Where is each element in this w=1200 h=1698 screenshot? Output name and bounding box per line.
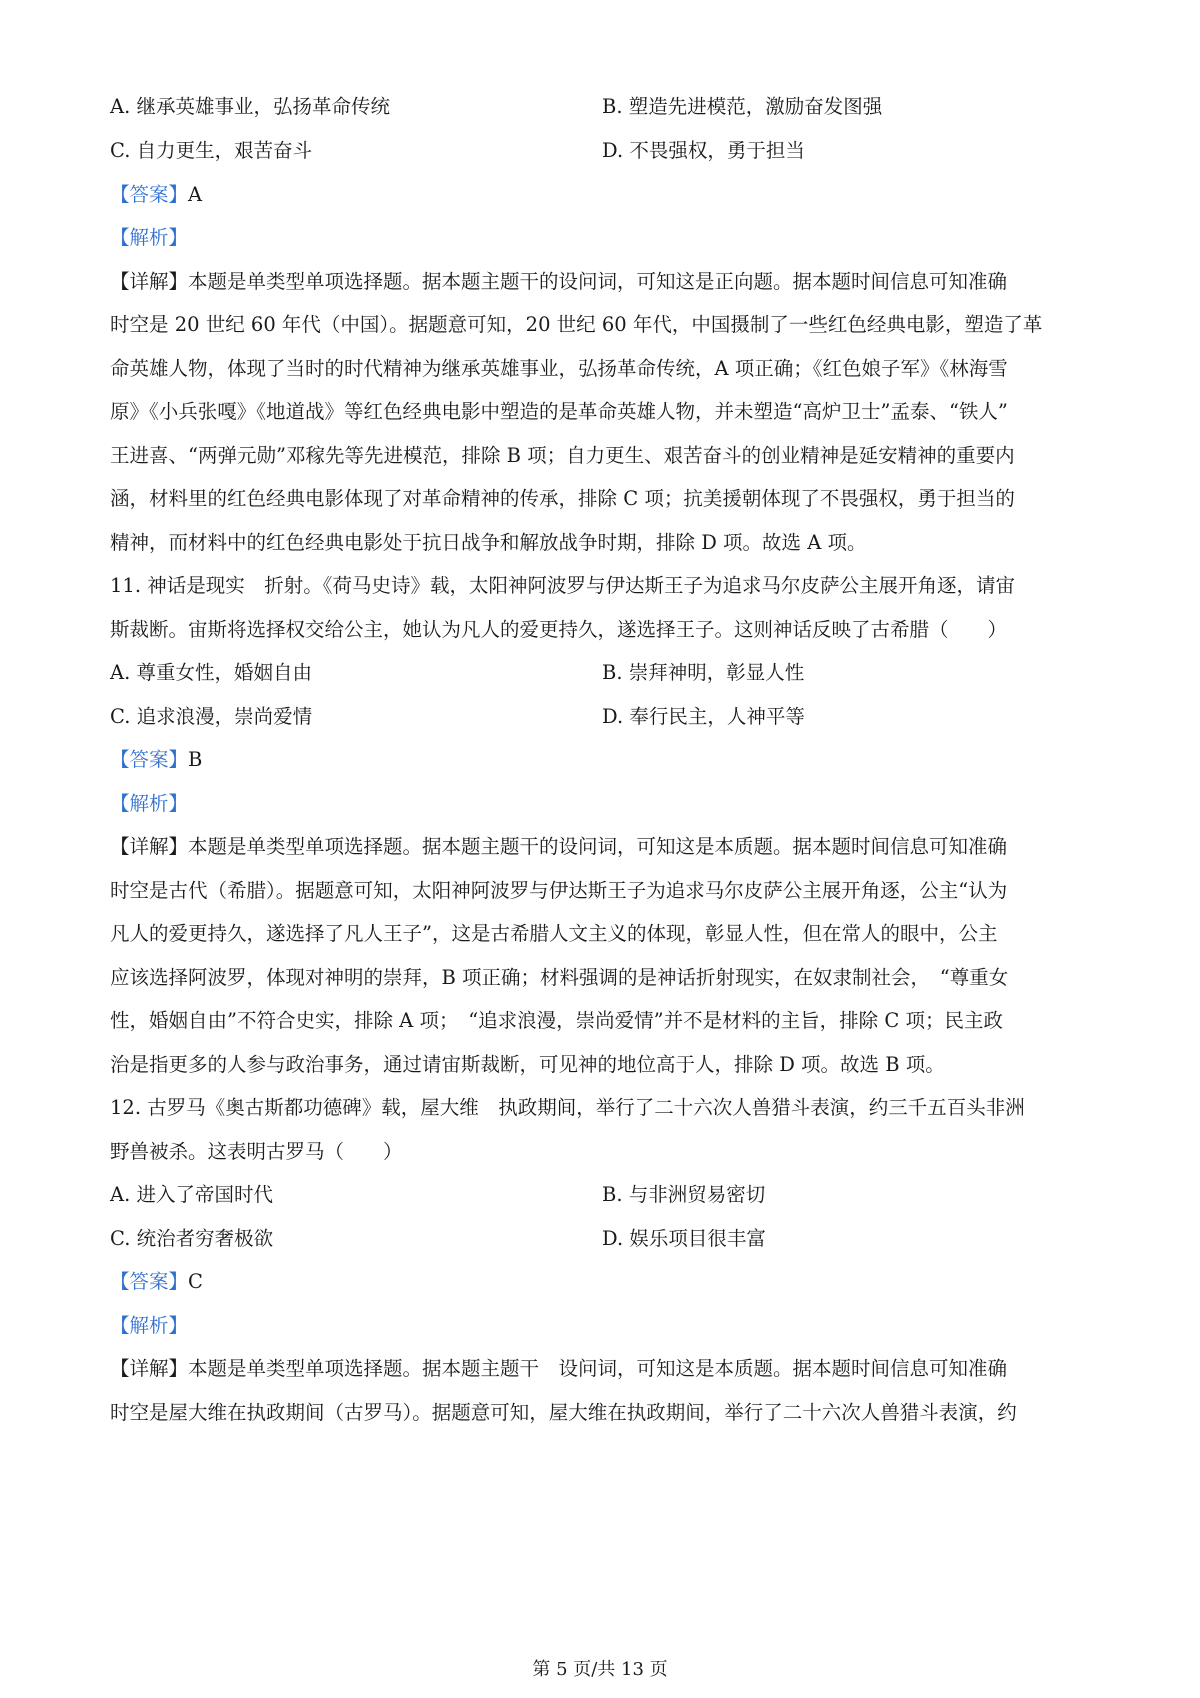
q10-detail-line: 命英雄人物，体现了当时的时代精神为继承英雄事业，弘扬革命传统，A 项正确；《红色娘子军》《林海雪 — [110, 357, 1008, 380]
q10-detail-line: 王进喜、“两弹元勋”邓稼先等先进模范，排除 B 项；自力更生、艰苦奋斗的创业精神是延安精神的重要内 — [110, 444, 1015, 467]
q12-option-d: D. 娱乐项目很丰富 — [602, 1227, 766, 1250]
q11-detail-line: 治是指更多的人参与政治事务，通过请宙斯裁断，可见神的地位高于人，排除 D 项。故选 B 项。 — [110, 1053, 945, 1076]
q10-option-d: D. 不畏强权，勇于担当 — [602, 139, 805, 162]
q10-detail-line: 【详解】本题是单类型单项选择题。据本题主题干的设问词，可知这是正向题。据本题时间信息可知准确 — [110, 270, 1008, 293]
answer-tag: 【答案】 — [110, 183, 189, 206]
q12-analysis-tag: 【解析】 — [110, 1314, 189, 1337]
q12-stem-line: 12. 古罗马《奥古斯都功德碑》载，屋大维 执政期间，举行了二十六次人兽猎斗表演，约三千五百头非洲 — [110, 1096, 1025, 1119]
q12-detail-line: 【详解】本题是单类型单项选择题。据本题主题干 设问词，可知这是本质题。据本题时间信息可知准确 — [110, 1357, 1008, 1380]
q12-stem-line: 野兽被杀。这表明古罗马（ ） — [110, 1140, 403, 1163]
q11-option-b: B. 崇拜神明，彰显人性 — [602, 661, 805, 684]
q10-detail-line: 原》《小兵张嘎》《地道战》等红色经典电影中塑造的是革命英雄人物，并未塑造“高炉卫士”孟泰、“铁人” — [110, 400, 1008, 423]
q12-answer — [110, 1268, 203, 1296]
q11-detail-line: 【详解】本题是单类型单项选择题。据本题主题干的设问词，可知这是本质题。据本题时间信息可知准确 — [110, 835, 1008, 858]
q10-option-b: B. 塑造先进模范，激励奋发图强 — [602, 95, 883, 118]
q11-stem-line: 11. 神话是现实 折射。《荷马史诗》载，太阳神阿波罗与伊达斯王子为追求马尔皮萨公主展开角逐，请宙 — [110, 574, 1015, 597]
q11-answer — [110, 746, 202, 774]
answer-value: B — [188, 748, 203, 771]
q11-detail-line: 凡人的爱更持久，遂选择了凡人王子”，这是古希腊人文主义的体现，彰显人性，但在常人的眼中，公主 — [110, 922, 998, 945]
q11-option-c: C. 追求浪漫，崇尚爱情 — [110, 705, 313, 728]
q11-detail-line: 应该选择阿波罗，体现对神明的崇拜，B 项正确；材料强调的是神话折射现实，在奴隶制社会， “尊重女 — [110, 966, 1009, 989]
answer-value: C — [188, 1270, 203, 1293]
q10-answer — [110, 181, 202, 209]
q10-option-a: A. 继承英雄事业，弘扬革命传统 — [110, 95, 390, 118]
q12-option-a: A. 进入了帝国时代 — [110, 1183, 273, 1206]
q12-option-c: C. 统治者穷奢极欲 — [110, 1227, 274, 1250]
answer-tag: 【答案】 — [110, 1270, 189, 1293]
q10-option-c: C. 自力更生，艰苦奋斗 — [110, 139, 313, 162]
answer-value: A — [188, 183, 203, 206]
q12-detail-line: 时空是屋大维在执政期间（古罗马）。据题意可知，屋大维在执政期间，举行了二十六次人兽猎斗表演，约 — [110, 1401, 1017, 1424]
q12-option-b: B. 与非洲贸易密切 — [602, 1183, 766, 1206]
q10-analysis-tag: 【解析】 — [110, 226, 189, 249]
q10-detail-line: 精神，而材料中的红色经典电影处于抗日战争和解放战争时期，排除 D 项。故选 A 项。 — [110, 531, 867, 554]
q11-detail-line: 性，婚姻自由”不符合史实，排除 A 项； “追求浪漫，崇尚爱情”并不是材料的主旨，排除 C 项；民主政 — [110, 1009, 1003, 1032]
answer-tag: 【答案】 — [110, 748, 189, 771]
q11-analysis-tag: 【解析】 — [110, 792, 189, 815]
q11-option-d: D. 奉行民主，人神平等 — [602, 705, 805, 728]
page-number: 第 5 页/共 13 页 — [532, 1659, 668, 1680]
q11-option-a: A. 尊重女性，婚姻自由 — [110, 661, 312, 684]
q10-detail-line: 涵，材料里的红色经典电影体现了对革命精神的传承，排除 C 项；抗美援朝体现了不畏强权，勇于担当的 — [110, 487, 1015, 510]
q11-detail-line: 时空是古代（希腊）。据题意可知，太阳神阿波罗与伊达斯王子为追求马尔皮萨公主展开角逐，公主“认为 — [110, 879, 1008, 902]
q11-stem-line: 斯裁断。宙斯将选择权交给公主，她认为凡人的爱更持久，遂选择王子。这则神话反映了古希腊（ ） — [110, 618, 1008, 641]
q10-detail-line: 时空是 20 世纪 60 年代（中国）。据题意可知，20 世纪 60 年代，中国摄制了一些红色经典电影，塑造了革 — [110, 313, 1043, 336]
